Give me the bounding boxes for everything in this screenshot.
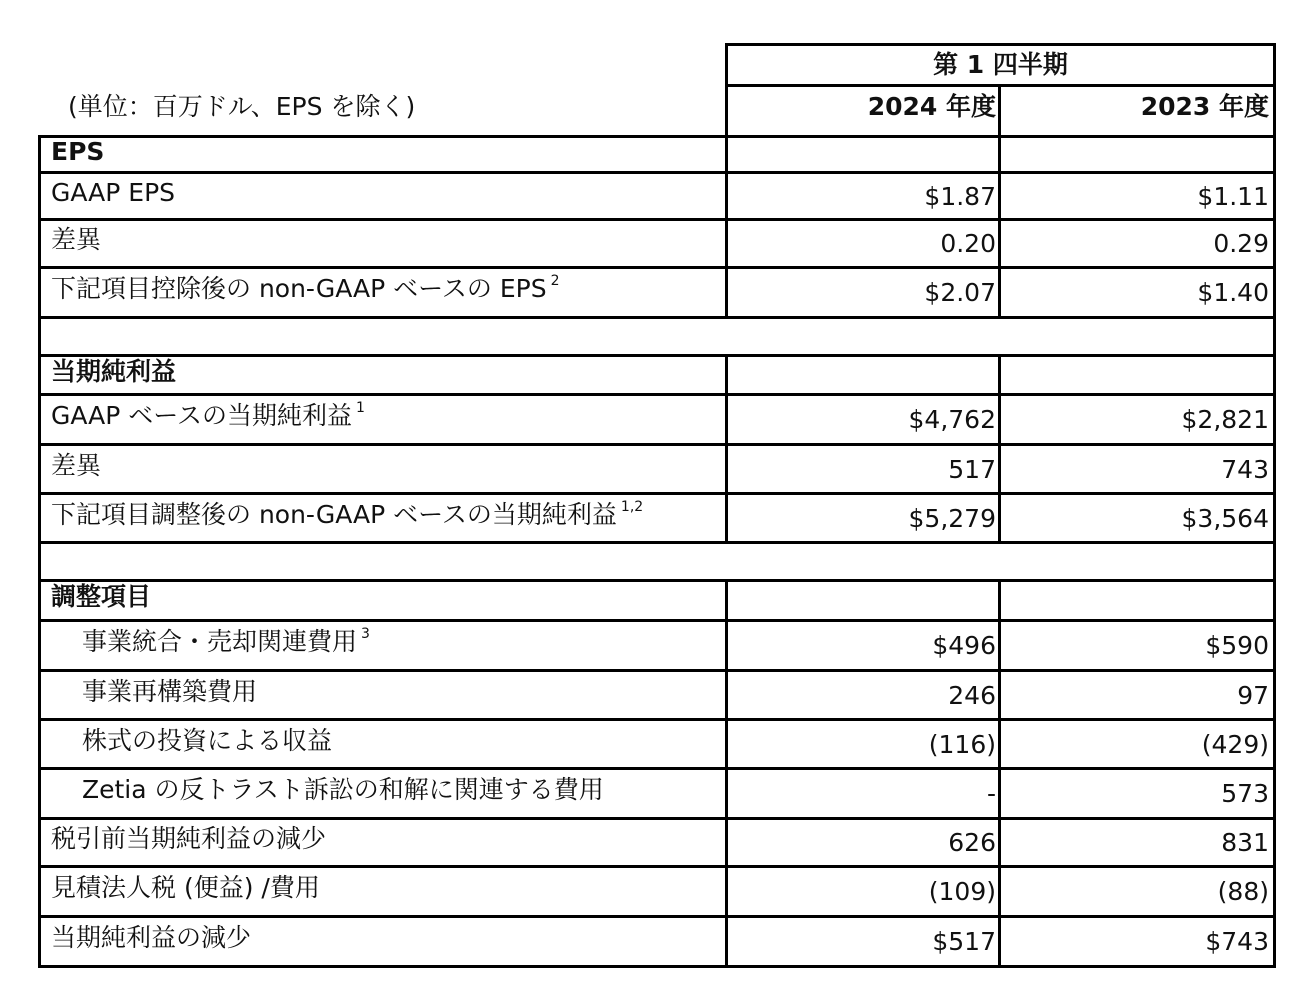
row-label-text: Zetia の反トラスト訴訟の和解に関連する費用 xyxy=(82,775,604,804)
row-divider xyxy=(38,218,1276,221)
row-label-text: 当期純利益の減少 xyxy=(51,923,252,952)
row-label xyxy=(82,726,332,756)
row-divider xyxy=(38,669,1276,672)
value-2024: $2.07 xyxy=(924,278,996,307)
row-divider xyxy=(38,541,1276,544)
row-label xyxy=(51,582,151,612)
row-label xyxy=(51,923,251,953)
row-label-text: 株式の投資による収益 xyxy=(82,726,333,755)
row-label-text: 当期純利益 xyxy=(51,357,177,386)
row-divider xyxy=(38,817,1276,820)
value-2023: 573 xyxy=(1221,779,1269,808)
row-divider xyxy=(38,443,1276,446)
row-label xyxy=(51,500,643,530)
row-divider xyxy=(38,619,1276,622)
value-2023: 97 xyxy=(1237,681,1269,710)
row-divider xyxy=(38,354,1276,357)
row-label-text: 事業再構築費用 xyxy=(82,677,258,706)
row-label-text: 調整項目 xyxy=(51,582,152,611)
row-label xyxy=(82,775,604,805)
value-2024: (109) xyxy=(928,877,996,906)
row-label xyxy=(51,357,176,387)
row-label-text: 下記項目調整後の non-GAAP ベースの当期純利益 xyxy=(51,500,617,529)
row-divider xyxy=(38,266,1276,269)
value-2023: 0.29 xyxy=(1213,229,1269,258)
col-divider xyxy=(725,355,728,394)
row-label-text: EPS xyxy=(51,137,105,166)
value-2023: $1.40 xyxy=(1197,278,1269,307)
row-divider xyxy=(38,718,1276,721)
value-2024: - xyxy=(986,779,996,808)
footnote-marker: 2 xyxy=(550,273,560,289)
col-divider xyxy=(998,580,1001,620)
row-label xyxy=(51,225,101,255)
value-2023: 743 xyxy=(1221,455,1269,484)
row-label xyxy=(51,137,104,167)
row-label xyxy=(51,178,175,208)
row-label-text: 事業統合・売却関連費用 xyxy=(82,627,358,656)
footnote-marker: 1,2 xyxy=(620,499,644,515)
value-2023: $2,821 xyxy=(1181,405,1269,434)
value-2024: $496 xyxy=(932,631,996,660)
row-divider xyxy=(38,171,1276,174)
row-label xyxy=(51,873,320,903)
row-label xyxy=(51,401,365,431)
footnote-marker: 1 xyxy=(356,400,365,416)
column-header-2024: 2024 年度 xyxy=(867,92,996,121)
value-2024: $5,279 xyxy=(908,504,996,533)
row-label xyxy=(51,451,101,481)
column-header-2023: 2023 年度 xyxy=(1140,92,1269,121)
row-divider xyxy=(38,492,1276,495)
value-2024: 246 xyxy=(948,681,996,710)
col-divider xyxy=(725,138,728,172)
row-label xyxy=(82,627,370,657)
value-2023: $743 xyxy=(1205,927,1269,956)
value-2023: 831 xyxy=(1221,828,1269,857)
value-2023: (88) xyxy=(1217,877,1269,906)
value-2024: $1.87 xyxy=(924,182,996,211)
value-2024: (116) xyxy=(928,730,996,759)
row-label-text: GAAP EPS xyxy=(51,178,176,207)
row-label xyxy=(82,677,257,707)
row-label-text: 差異 xyxy=(51,225,102,254)
value-2023: $1.11 xyxy=(1197,182,1269,211)
unit-note: (単位：百万ドル、EPS を除く) xyxy=(68,92,416,121)
value-2024: 626 xyxy=(948,828,996,857)
row-label-text: 見積法人税 (便益) /費用 xyxy=(51,873,320,902)
value-2024: $4,762 xyxy=(908,405,996,434)
value-2023: $590 xyxy=(1205,631,1269,660)
col-divider xyxy=(998,138,1001,172)
value-2024: 517 xyxy=(948,455,996,484)
col-divider xyxy=(998,355,1001,394)
row-divider xyxy=(38,579,1276,582)
row-label xyxy=(51,824,326,854)
row-label-text: 差異 xyxy=(51,451,102,480)
row-label-text: 税引前当期純利益の減少 xyxy=(51,824,327,853)
row-divider xyxy=(38,915,1276,918)
row-label-text: 下記項目控除後の non-GAAP ベースの EPS xyxy=(51,274,547,303)
footnote-marker: 3 xyxy=(361,626,370,642)
row-label-text: GAAP ベースの当期純利益 xyxy=(51,401,353,430)
period-heading: 第 1 四半期 xyxy=(933,50,1068,79)
row-divider xyxy=(38,393,1276,396)
row-divider xyxy=(38,767,1276,770)
value-2023: (429) xyxy=(1201,730,1269,759)
col-divider xyxy=(725,580,728,620)
row-label xyxy=(51,274,560,304)
row-divider xyxy=(38,316,1276,319)
row-divider xyxy=(38,865,1276,868)
value-2024: 0.20 xyxy=(940,229,996,258)
value-2023: $3,564 xyxy=(1181,504,1269,533)
value-2024: $517 xyxy=(932,927,996,956)
